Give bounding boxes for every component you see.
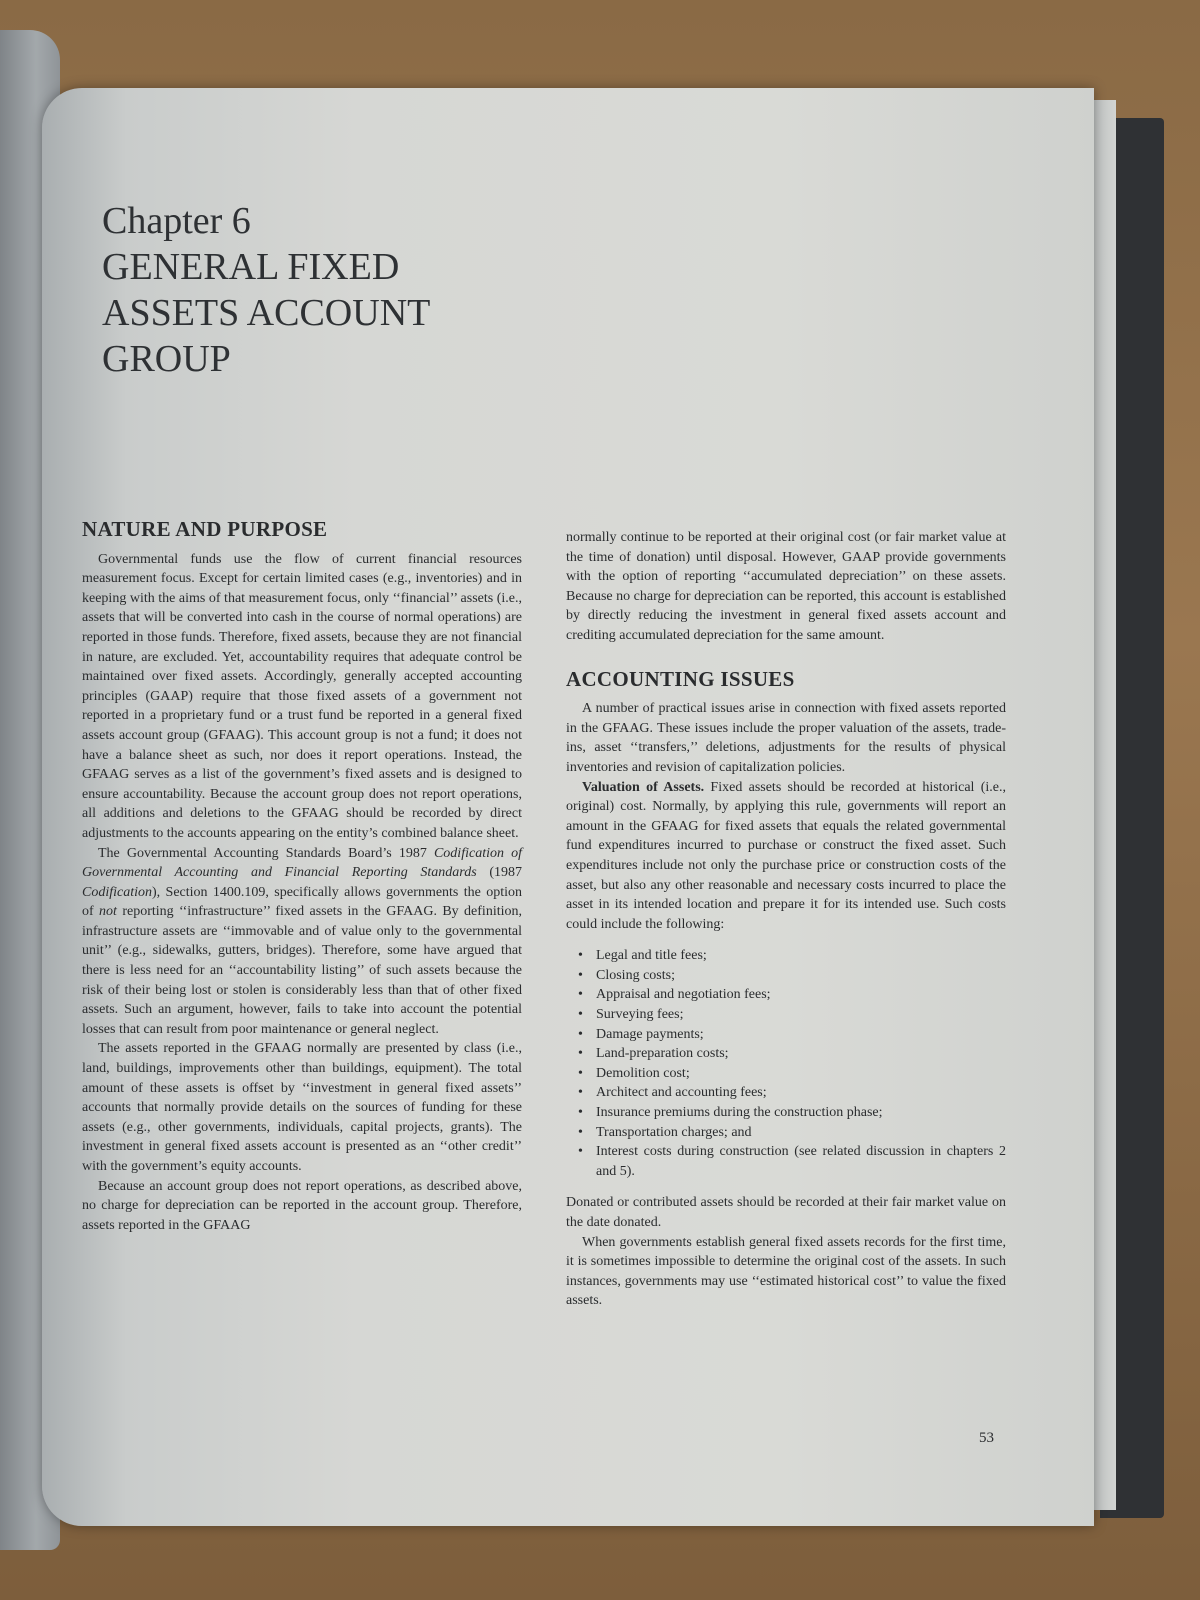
- cost-list: [576, 946, 1006, 1181]
- italic-title: Codification: [82, 884, 152, 900]
- paragraph: The assets reported in the GFAAG normally are presented by class (i.e., land, buildings, improvements other than buildings, equipment). The total amount of these assets is offset by ‘‘investment in general fixed assets’’ accounts that normally provide details on the sources of funding for these assets (e.g., other governments, individuals, capital projects, grants). The investment in general fixed assets account is presented as an ‘‘other credit’’ with the government’s equity accounts.: [82, 1041, 522, 1174]
- bullet-icon: •: [578, 1007, 583, 1023]
- list-item: [576, 985, 1006, 1005]
- italic-emphasis: not: [99, 904, 117, 920]
- text-run: ), Section 1400.109, specifically allows governments the option of: [82, 884, 522, 920]
- bullet-icon: •: [578, 1144, 583, 1160]
- text-run: The Governmental Accounting Standards Board’s 1987: [98, 845, 434, 861]
- list-item: [576, 1044, 1006, 1064]
- list-item: [576, 1064, 1006, 1084]
- list-item-text: Appraisal and negotiation fees;: [596, 987, 771, 1003]
- paragraph: A number of practical issues arise in connection with fixed assets reported in the GFAAG. These issues include the proper valuation of the assets, trade-ins, asset ‘‘transfers,’’ deletions, adjustments for the results of physical inventories and revision of capitalization policies.: [566, 701, 1006, 775]
- bullet-icon: •: [578, 1065, 583, 1081]
- paragraph: [566, 778, 1006, 935]
- chapter-number: Chapter 6: [102, 200, 251, 242]
- paragraph: Because an account group does not report operations, as described above, no charge for depreciation can be reported in the account group. Therefore, assets reported in the GFAAG: [82, 1178, 522, 1233]
- italic-title: Codification of Governmental Accounting and Financial Reporting Standards: [82, 845, 522, 881]
- paragraph: When governments establish general fixed assets records for the first time, it is sometimes impossible to determine the original cost of the assets. In such instances, governments may use ‘‘estimated historical cost’’ to value the fixed assets.: [566, 1234, 1006, 1309]
- chapter-title-line: GROUP: [102, 338, 231, 380]
- paragraph: Donated or contributed assets should be recorded at their fair market value on the date donated.: [566, 1195, 1006, 1230]
- chapter-title-line: GENERAL FIXED: [102, 246, 400, 288]
- list-item-text: Surveying fees;: [596, 1007, 684, 1023]
- list-item-text: Architect and accounting fees;: [596, 1085, 767, 1101]
- list-item-text: Insurance premiums during the construction phase;: [596, 1105, 883, 1121]
- bullet-icon: •: [578, 1105, 583, 1121]
- text-run: (1987: [476, 865, 522, 881]
- list-item-text: Land-preparation costs;: [596, 1046, 729, 1062]
- bullet-icon: •: [578, 1046, 583, 1062]
- paragraph: Governmental funds use the flow of current financial resources measurement focus. Except for certain limited cases (e.g., inventories) and in keeping with the aims of that measurement focus, only ‘‘financial’’ assets (i.e., assets that will be converted into cash in the course of normal operations) are reported in those funds. Therefore, fixed assets, because they are not financial in nature, are excluded. Yet, accountability requires that adequate control be maintained over fixed assets. Accordingly, generally accepted accounting principles (GAAP) require that those fixed assets of a government not reported in a proprietary fund or a trust fund be reported in a general fixed assets account group (GFAAG). This account group is not a fund; it does not have a balance sheet as such, nor does it report operations. Instead, the GFAAG serves as a list of the government’s fixed assets and is designed to ensure accountability. Because the account group does not report operations, all additions and deletions to the GFAAG should be recorded by direct adjustments to the accounts appearing on the entity’s combined balance sheet.: [82, 551, 522, 841]
- text-run: Fixed assets should be recorded at historical (i.e., original) cost. Normally, by applying this rule, governments will report an amount in the GFAAG for fixed assets that equals the related governmental fund expenditures incurred to purchase or construct the fixed asset. Such expenditures include not only the purchase price or construction costs of the asset, but also any other reasonable and necessary costs incurred to place the asset in its intended location and prepare it for its intended use. Such costs could include the following:: [566, 779, 1006, 932]
- bullet-icon: •: [578, 967, 583, 983]
- list-item: [576, 1103, 1006, 1123]
- book-page: [42, 88, 1094, 1526]
- paragraph-continued: normally continue to be reported at their original cost (or fair market value at the time of donation) until disposal. However, GAAP provide governments with the option of reporting ‘‘accumulated depreciation’’ on these assets. Because no charge for depreciation can be reported, this account is established by directly reducing the investment in general fixed assets account and crediting accumulated depreciation for the same amount.: [566, 530, 1006, 643]
- paragraph: [82, 844, 522, 1040]
- right-column: [566, 528, 1006, 1311]
- list-item-text: Transportation charges; and: [596, 1124, 752, 1140]
- text-run: reporting ‘‘infrastructure’’ fixed assets in the GFAAG. By definition, infrastructure assets are ‘‘immovable and of value only to the governmental unit’’ (e.g., sidewalks, gutters, bridges). Therefore, some have argued that there is less need for an ‘‘accountability listing’’ of such assets because the risk of their being lost or stolen is considerably less than that of other fixed assets. Such an argument, however, fails to take into account the potential losses that can result from poor maintenance or general neglect.: [82, 904, 522, 1037]
- page-number: 53: [979, 1430, 994, 1446]
- bullet-icon: •: [578, 948, 583, 964]
- list-item: [576, 966, 1006, 986]
- bullet-icon: •: [578, 1026, 583, 1042]
- section-heading-accounting: ACCOUNTING ISSUES: [566, 666, 795, 691]
- list-item: [576, 1083, 1006, 1103]
- run-in-heading: Valuation of Assets.: [582, 779, 705, 795]
- list-item: [576, 946, 1006, 966]
- list-item-text: Interest costs during construction (see related discussion in chapters 2 and 5).: [596, 1144, 1006, 1179]
- list-item-text: Demolition cost;: [596, 1065, 690, 1081]
- list-item: [576, 1142, 1006, 1181]
- chapter-title-line: ASSETS ACCOUNT: [102, 292, 431, 334]
- chapter-heading: [102, 198, 430, 382]
- bullet-icon: •: [578, 1124, 583, 1140]
- section-heading-nature: NATURE AND PURPOSE: [82, 517, 328, 541]
- bullet-icon: •: [578, 1085, 583, 1101]
- list-item: [576, 1123, 1006, 1143]
- list-item: [576, 1005, 1006, 1025]
- left-column: [82, 517, 522, 1235]
- list-item: [576, 1025, 1006, 1045]
- list-item-text: Legal and title fees;: [596, 948, 707, 964]
- list-item-text: Damage payments;: [596, 1026, 704, 1042]
- bullet-icon: •: [578, 987, 583, 1003]
- list-item-text: Closing costs;: [596, 967, 675, 983]
